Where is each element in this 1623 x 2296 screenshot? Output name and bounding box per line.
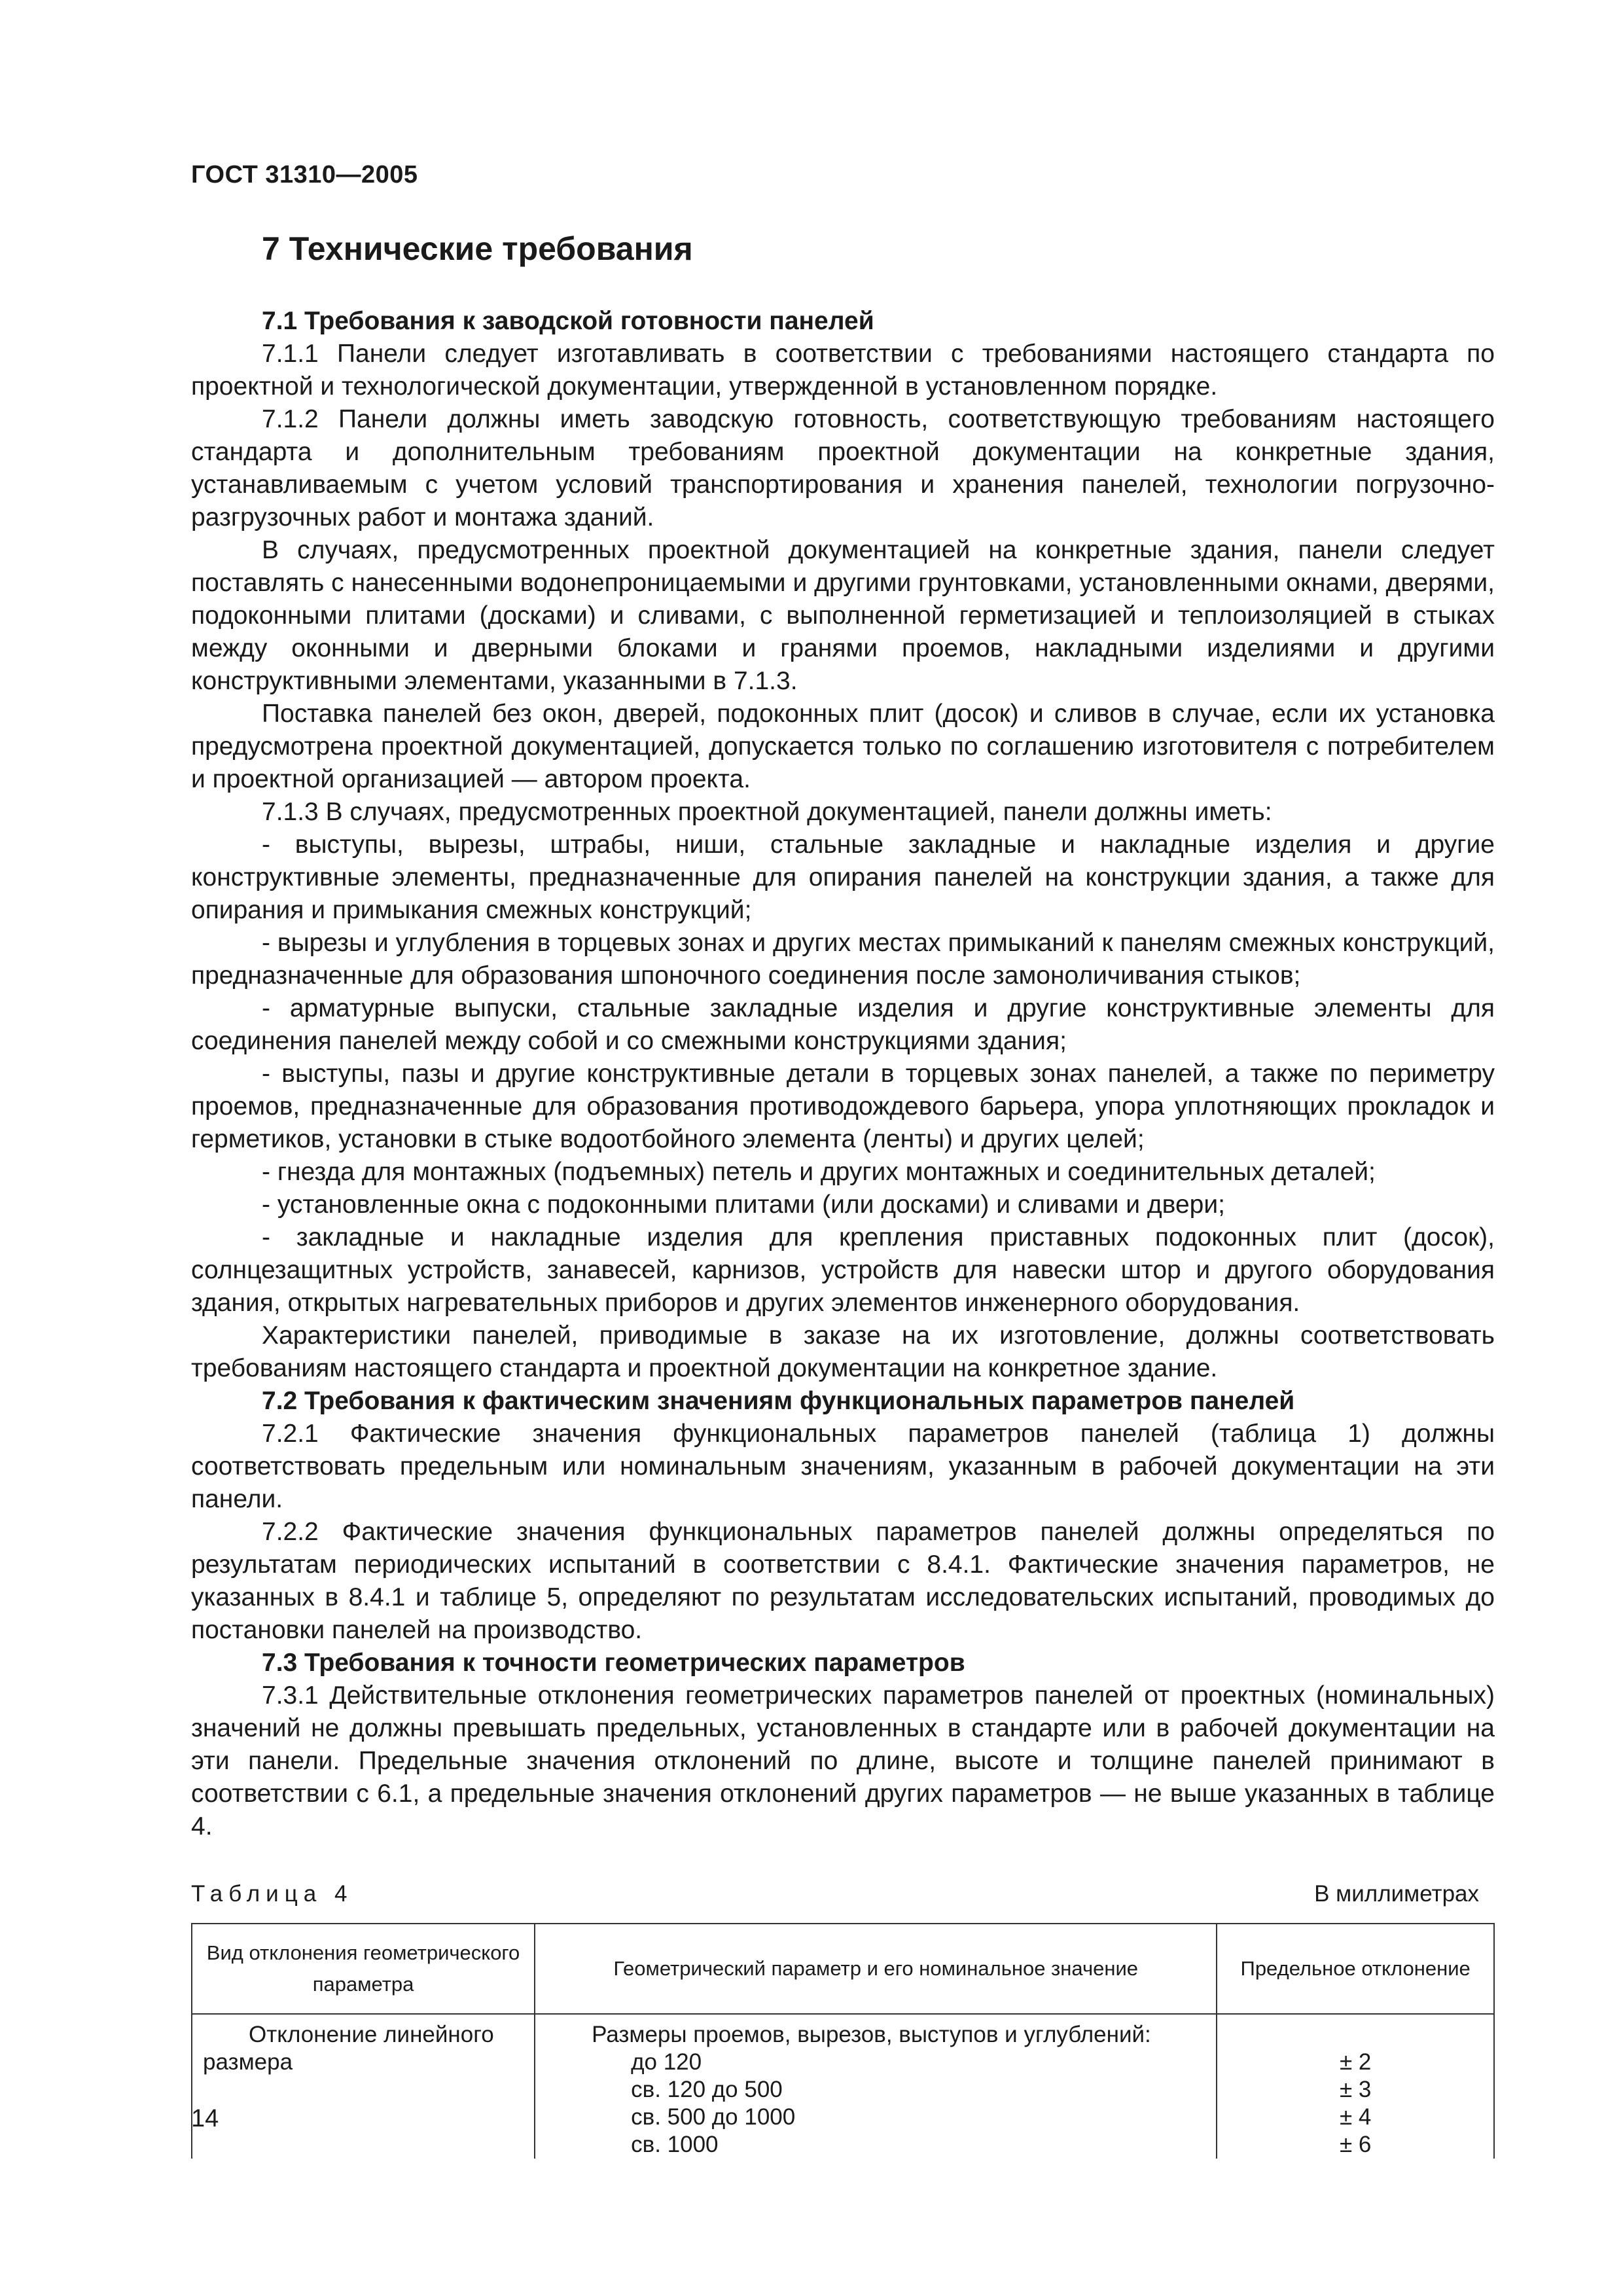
paragraph: 7.1.1 Панели следует изготавливать в соответствии с требованиями настоящего стандарта по проектной и технологической документации, утвержденной в установленном порядке.	[191, 340, 1495, 401]
tolerance-list	[1228, 2021, 1483, 2159]
tolerance-value: ± 2	[1339, 2049, 1372, 2075]
text-blocks	[191, 305, 1495, 1843]
table-caption: Таблица 4	[191, 1881, 353, 1907]
list-item: - закладные и накладные изделия для крепления приставных подоконных плит (досок), солнцезащитных устройств, занавесей, карнизов, устройств для навески штор и другого оборудования здания, открытых нагревательных приборов и других элементов инженерного оборудования.	[191, 1223, 1495, 1317]
table-row	[192, 2014, 1494, 2159]
table-units: В миллиметрах	[1314, 1881, 1479, 1907]
parameter-range: до 120	[631, 2049, 702, 2075]
parameter-range: св. 1000	[631, 2132, 719, 2157]
list-item: - гнезда для монтажных (подъемных) петель и других монтажных и соединительных деталей;	[262, 1158, 1376, 1186]
parameter-cell	[535, 2014, 1217, 2159]
document-body	[191, 229, 1495, 2159]
paragraph: 7.3.1 Действительные отклонения геометрических параметров панелей от проектных (номинальных) значений не должны превышать предельных, установленных в стандарте или в рабочей документации на эти панели. Предельные значения отклонений по длине, высоте и толщине панелей принимают в соответствии с 6.1, а предельные значения отклонений других параметров — не выше указанных в таблице 4.	[191, 1681, 1495, 1840]
list-item: - выступы, пазы и другие конструктивные детали в торцевых зонах панелей, а также по периметру проемов, предназначенные для образования противодождевого барьера, упора уплотняющих прокладок и герметиков, установки в стыке водоотбойного элемента (ленты) и других целей;	[191, 1060, 1495, 1153]
list-item: - выступы, вырезы, штрабы, ниши, стальные закладные и накладные изделия и другие конструктивные элементы, предназначенные для опирания панелей на конструкции здания, а также для опирания и примыкания смежных конструкций;	[191, 831, 1495, 924]
table-body	[192, 2014, 1494, 2159]
table-header-cell: Предельное отклонение	[1217, 1924, 1494, 2014]
paragraph: 7.2.1 Фактические значения функциональных параметров панелей (таблица 1) должны соответствовать предельным или номинальным значениям, указанным в рабочей документации на эти панели.	[191, 1420, 1495, 1513]
list-item: - вырезы и углубления в торцевых зонах и других местах примыканий к панелям смежных конструкций, предназначенные для образования шпоночного соединения после замоноличивания стыков;	[191, 929, 1495, 990]
paragraph: 7.1.2 Панели должны иметь заводскую готовность, соответствующую требованиям настоящего стандарта и дополнительным требованиям проектной документации на конкретные здания, устанавливаемым с учетом условий транспортирования и хранения панелей, технологии погрузочно-разгрузочных работ и монтажа зданий.	[191, 405, 1495, 531]
paragraph: В случаях, предусмотренных проектной документацией на конкретные здания, панели следует поставлять с нанесенными водонепроницаемыми и другими грунтовками, установленными окнами, дверями, подоконными плитами (досками) и сливами, с выполненной герметизацией и теплоизоляцией в стыках между оконными и дверными блоками и гранями проемов, накладными изделиями и другими конструктивными элементами, указанными в 7.1.3.	[191, 536, 1495, 695]
page-number: 14	[191, 2105, 219, 2132]
parameter-title: Размеры проемов, вырезов, выступов и углублений:	[592, 2022, 1151, 2047]
tolerance-value: ± 3	[1339, 2077, 1372, 2102]
table-caption-row	[191, 1880, 1495, 1909]
subsection-title: 7.1 Требования к заводской готовности панелей	[262, 307, 874, 335]
table-header-cell: Вид отклонения геометрического параметра	[192, 1924, 535, 2014]
paragraph: Характеристики панелей, приводимые в заказе на их изготовление, должны соответствовать требованиям настоящего стандарта и проектной документации на конкретное здание.	[191, 1321, 1495, 1382]
paragraph: 7.1.3 В случаях, предусмотренных проектной документацией, панели должны иметь:	[262, 798, 1272, 826]
parameter-range: св. 500 до 1000	[631, 2104, 796, 2130]
deviation-kind-cell: Отклонение линейного размера	[192, 2014, 535, 2159]
deviation-table	[191, 1923, 1495, 2159]
document-header: ГОСТ 31310—2005	[191, 161, 418, 188]
tolerance-cell	[1217, 2014, 1494, 2159]
subsection-title: 7.3 Требования к точности геометрических параметров	[262, 1649, 965, 1677]
list-item: - арматурные выпуски, стальные закладные изделия и другие конструктивные элементы для соединения панелей между собой и со смежными конструкциями здания;	[191, 994, 1495, 1055]
tolerance-value: ± 4	[1339, 2104, 1372, 2130]
paragraph: 7.2.2 Фактические значения функциональных параметров панелей должны определяться по результатам периодических испытаний в соответствии с 8.4.1. Фактические значения параметров, не указанных в 8.4.1 и таблице 5, определяют по результатам исследовательских испытаний, проводимых до постановки панелей на производство.	[191, 1518, 1495, 1644]
section-title: 7 Технические требования	[262, 230, 693, 267]
list-item: - установленные окна с подоконными плитами (или досками) и сливами и двери;	[262, 1191, 1225, 1219]
table-header-cell: Геометрический параметр и его номинальное значение	[535, 1924, 1217, 2014]
parameter-list	[546, 2021, 1205, 2159]
table-header-row	[192, 1924, 1494, 2014]
parameter-range: св. 120 до 500	[631, 2077, 783, 2102]
tolerance-value: ± 6	[1339, 2132, 1372, 2157]
subsection-title: 7.2 Требования к фактическим значениям функциональных параметров панелей	[262, 1387, 1295, 1415]
paragraph: Поставка панелей без окон, дверей, подоконных плит (досок) и сливов в случае, если их установка предусмотрена проектной документацией, допускается только по соглашению изготовителя с потребителем и проектной организацией — автором проекта.	[191, 700, 1495, 793]
